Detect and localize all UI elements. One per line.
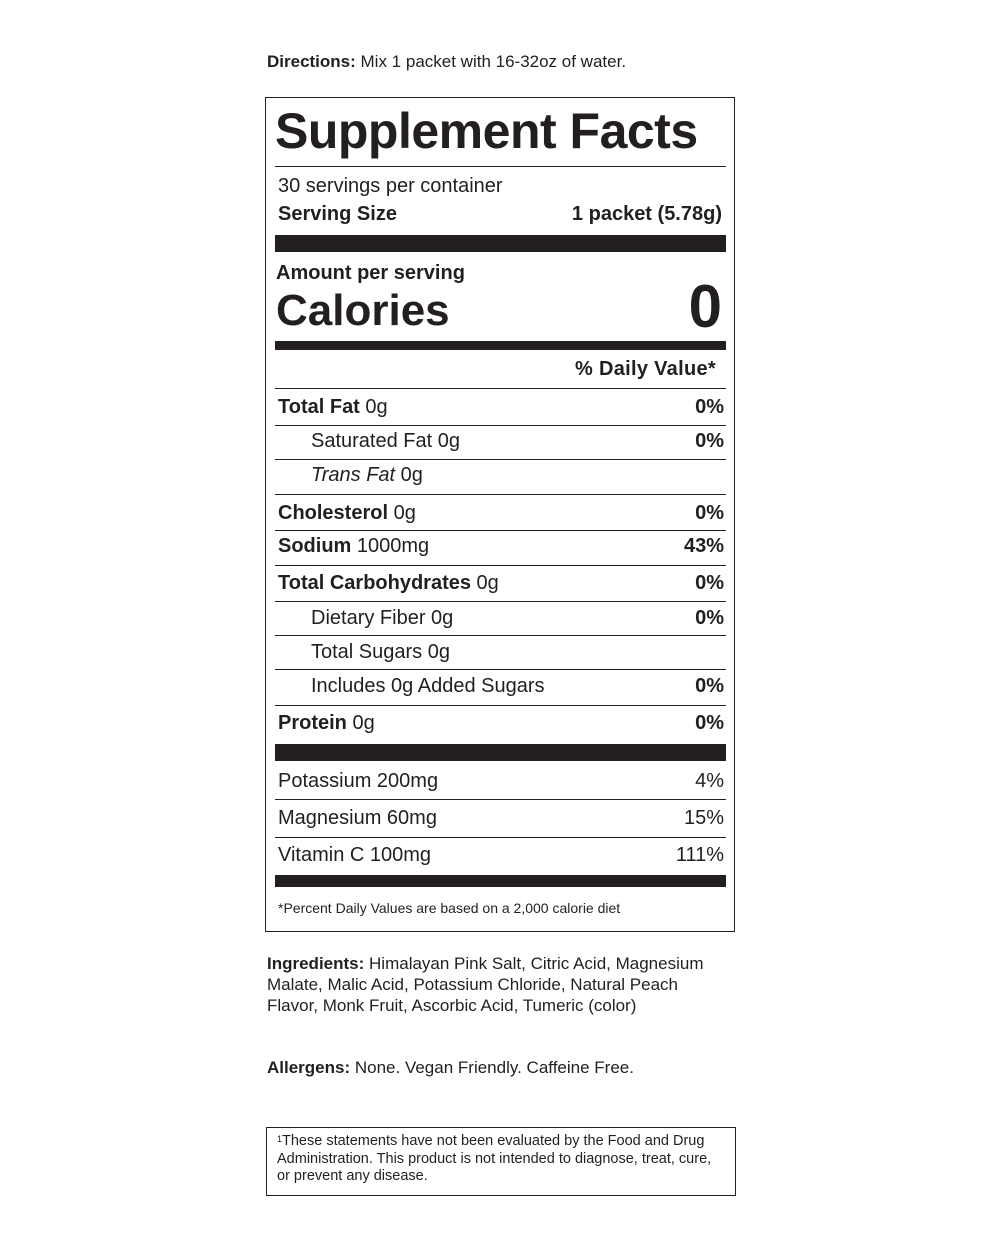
nutrient-amount: 0g (422, 641, 450, 663)
divider (275, 459, 726, 460)
divider (275, 837, 726, 838)
directions-label: Directions: (267, 52, 356, 71)
nutrient-amount: 0g (471, 572, 499, 594)
heavy-divider (275, 875, 726, 887)
allergens (267, 1058, 634, 1078)
amount-per-serving: Amount per serving (276, 262, 465, 284)
nutrient-amount: 0g (388, 502, 416, 524)
mineral-daily-value: 4% (695, 770, 724, 792)
allergens-text: None. Vegan Friendly. Caffeine Free. (350, 1058, 634, 1077)
divider (275, 494, 726, 495)
nutrient-daily-value: 0% (695, 502, 724, 524)
directions (267, 52, 626, 72)
nutrient-row-added-sugars (278, 675, 724, 705)
disclaimer-box (266, 1127, 736, 1196)
mineral-label: Vitamin C 100mg (278, 844, 432, 866)
divider (275, 705, 726, 706)
ingredients (267, 953, 717, 1016)
mineral-daily-value: 111% (675, 844, 724, 866)
mineral-row-potassium (278, 770, 724, 800)
divider (275, 799, 726, 800)
panel-title: Supplement Facts (275, 103, 698, 159)
mineral-label: Magnesium 60mg (278, 807, 437, 829)
nutrient-label (311, 675, 545, 698)
nutrient-amount: 1000mg (351, 535, 430, 557)
nutrient-amount: 0g (359, 396, 388, 418)
nutrient-name: Sodium (278, 535, 352, 557)
nutrient-name: Protein (278, 712, 347, 734)
nutrient-label (311, 430, 460, 453)
divider (275, 601, 726, 602)
nutrient-label (311, 464, 423, 487)
nutrient-label (278, 535, 429, 558)
disclaimer-text: These statements have not been evaluated by the Food and Drug Administration. This product is not intended to diagnose, treat, cure, or prevent any disease. (277, 1133, 712, 1184)
divider (275, 388, 726, 389)
nutrient-daily-value: 0% (695, 675, 724, 697)
ingredients-label: Ingredients: (267, 954, 365, 973)
daily-value-footnote: *Percent Daily Values are based on a 2,000 calorie diet (278, 900, 621, 916)
nutrient-label (278, 396, 388, 419)
nutrient-daily-value: 0% (695, 430, 724, 452)
thick-divider (275, 235, 726, 252)
nutrient-amount: 0g (346, 712, 375, 734)
disclaimer-mark: 1 (277, 1134, 283, 1144)
mineral-row-magnesium (278, 807, 724, 837)
nutrient-row-trans-fat (278, 464, 724, 494)
supplement-facts-panel (265, 97, 735, 932)
nutrient-name: Dietary Fiber (311, 607, 426, 629)
nutrient-row-sodium (278, 535, 724, 565)
nutrient-row-total-sugars (278, 641, 724, 671)
ingredients-text: Himalayan Pink Salt, Citric Acid, Magnesium Malate, Malic Acid, Potassium Chloride, Natural Peach Flavor, Monk Fruit, Ascorbic Acid, Tumeric (color) (267, 954, 704, 1015)
nutrient-name: Total Sugars (311, 641, 423, 663)
nutrient-label (278, 712, 375, 735)
divider (275, 565, 726, 566)
mineral-row-vitamin-c (278, 844, 724, 874)
mineral-label: Potassium 200mg (278, 770, 439, 792)
nutrient-row-saturated-fat (278, 430, 724, 460)
thick-divider (275, 744, 726, 761)
calories-value: 0 (688, 273, 722, 340)
divider (275, 635, 726, 636)
nutrient-daily-value: 0% (695, 607, 724, 629)
directions-text: Mix 1 packet with 16-32oz of water. (355, 52, 627, 71)
nutrient-name: Total Fat (278, 396, 360, 418)
divider (275, 530, 726, 531)
mineral-daily-value: 15% (683, 807, 724, 829)
daily-value-header: % Daily Value* (575, 358, 716, 380)
servings-per-container: 30 servings per container (278, 175, 503, 197)
nutrient-label (311, 607, 453, 630)
divider (275, 425, 726, 426)
nutrient-label (278, 502, 416, 525)
nutrient-row-protein (278, 712, 724, 742)
serving-size-label: Serving Size (278, 203, 397, 225)
calories-label: Calories (276, 286, 450, 335)
nutrient-row-cholesterol (278, 502, 724, 532)
divider (275, 669, 726, 670)
nutrient-label (278, 572, 499, 595)
nutrient-daily-value: 0% (695, 572, 724, 594)
nutrient-row-total-carbohydrates (278, 572, 724, 602)
nutrient-name: Cholesterol (278, 502, 389, 524)
nutrient-row-total-fat (278, 396, 724, 426)
allergens-label: Allergens: (267, 1058, 351, 1077)
serving-size-value: 1 packet (5.78g) (571, 203, 722, 225)
divider (275, 166, 726, 167)
nutrient-amount: 0g (432, 430, 460, 452)
nutrient-daily-value: 0% (695, 712, 724, 734)
nutrient-name: Trans Fat (311, 464, 396, 486)
nutrient-amount: 0g (425, 607, 454, 629)
nutrient-daily-value: 0% (695, 396, 724, 418)
nutrient-row-dietary-fiber (278, 607, 724, 637)
nutrient-amount: 0g (395, 464, 423, 486)
nutrient-label (311, 641, 450, 664)
nutrient-name: Total Carbohydrates (278, 572, 471, 594)
medium-divider (275, 341, 726, 350)
nutrient-name: Saturated Fat (311, 430, 433, 452)
nutrient-name: Includes 0g Added Sugars (311, 675, 545, 697)
nutrient-daily-value: 43% (683, 535, 724, 557)
